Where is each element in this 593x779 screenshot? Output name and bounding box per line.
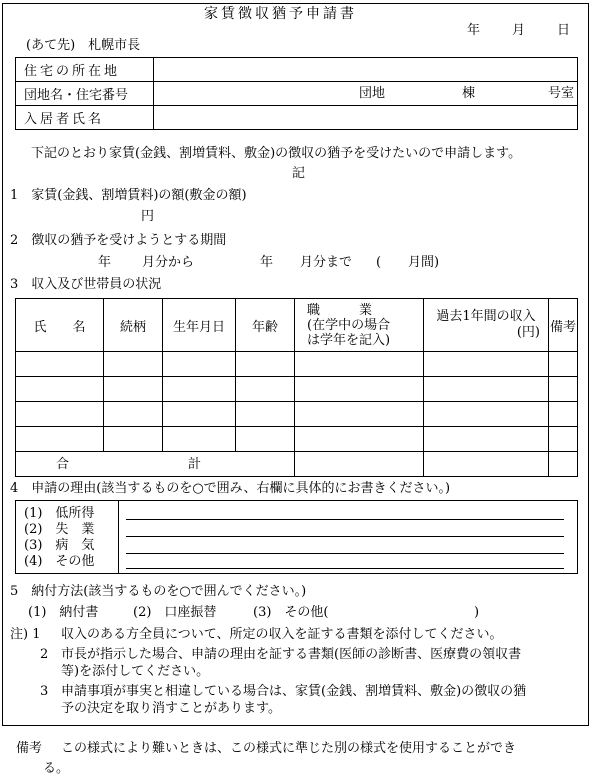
total-remarks-cell [549,452,578,477]
total-right: 計 [188,457,202,472]
table-row[interactable] [16,352,578,377]
footer-line2: る。 [43,761,70,776]
note1-text: 収入のある方全員について、所定の収入を証する書類を添付してください。 [61,627,503,642]
period-to-year: 年 [260,255,274,270]
period-months: 月間) [408,255,440,270]
total-row [16,452,578,477]
col-income-label: 過去1年間の収入 [436,309,536,324]
ki-mark: 記 [292,166,306,181]
col-remarks-label: 備考 [549,319,576,335]
payment-option-transfer[interactable]: (2) 口座振替 [133,605,217,620]
section3-heading: 3 収入及び世帯員の状況 [10,277,162,292]
complex-input[interactable] [154,82,578,106]
col-relation-header [104,299,163,352]
reason-low-income[interactable]: (1) 低所得 [24,506,95,521]
complex-unit: 団地 [359,86,386,101]
payment-other-close: ) [474,605,480,620]
section2-heading: 2 徴収の猶予を受けようとする期間 [10,233,227,248]
residence-label-cell [16,58,154,82]
payment-option-invoice[interactable]: (1) 納付書 [28,605,99,620]
col-income-header [424,299,549,352]
reason-unemployment[interactable]: (2) 失 業 [24,522,95,537]
note1-prefix: 注) 1 [10,627,41,642]
date-month: 月 [512,23,526,38]
residence-input[interactable] [154,58,578,82]
resident-name-input[interactable] [154,106,578,130]
section4-heading: 4 申請の理由(該当するものを○で囲み、右欄に具体的にお書きください。) [10,481,451,496]
table-row[interactable] [16,377,578,402]
period-from-month: 月分から [142,255,195,270]
complex-label-cell [16,82,154,106]
section1-heading: 1 家賃(金銭、割増賃料)の額(敷金の額) [10,188,247,203]
table-row[interactable] [16,427,578,452]
addressee: (あて先) 札幌市長 [26,38,141,53]
note3-line2: 予の決定を取り消すことがあります。 [61,701,281,716]
resident-label: 入居者氏名 [24,112,105,127]
section5-heading: 5 納付方法(該当するものを○で囲んでください。) [10,584,307,599]
reason-detail-line-1[interactable] [126,519,564,520]
period-to-month: 月分まで [300,255,353,270]
reason-divider [118,501,119,573]
footer-line1: この様式により難いときは、この様式に準じた別の様式を使用することができ [61,741,517,756]
reason-detail-line-2[interactable] [126,536,564,537]
reason-detail-line-3[interactable] [126,553,564,554]
note2-number: 2 [40,647,49,662]
table-row[interactable] [16,402,578,427]
room-unit: 号室 [548,86,575,101]
period-from-year: 年 [98,255,112,270]
note2-line1: 市長が指示した場合、申請の理由を証する書類(医師の診断書、医療費の領収書 [61,647,522,662]
note3-number: 3 [40,684,49,699]
residence-label: 住宅の所在地 [24,64,121,79]
complex-label: 団地名・住宅番号 [24,88,129,103]
col-occupation-label: 職 業 [307,302,373,318]
col-occupation-header [295,299,424,352]
total-occupation-cell [295,452,424,477]
intro-text: 下記のとおり家賃(金銭、割増賃料、敷金)の徴収の猶予を受けたいので申請します。 [31,146,522,161]
total-income-cell[interactable] [424,452,549,477]
date-day: 日 [557,23,571,38]
col-remarks-header [549,299,578,352]
payment-option-other[interactable]: (3) その他( [253,605,329,620]
col-birthdate-label: 生年月日 [172,319,225,335]
yen-unit: 円 [141,209,155,224]
col-occupation-note2: は学年を記入) [307,332,391,348]
total-label-cell [16,452,295,477]
form-title: 家賃徴収猶予申請書 [204,6,357,22]
col-relation-label: 続柄 [119,319,146,335]
col-birthdate-header [163,299,236,352]
resident-label-cell [16,106,154,130]
household-table [15,298,578,477]
col-age-label: 年齢 [251,319,278,335]
footer-label: 備考 [16,741,43,756]
date-year: 年 [467,23,481,38]
applicant-info-table [15,57,578,130]
building-unit: 棟 [462,86,476,101]
note3-line1: 申請事項が事実と相違している場合は、家賃(金銭、割増賃料、敷金)の徴収の猶 [61,684,527,699]
col-income-unit: (円) [516,325,540,340]
reason-illness[interactable]: (3) 病 気 [24,538,95,553]
reason-detail-line-4[interactable] [126,568,564,569]
col-occupation-note1: (在学中の場合 [307,317,391,333]
col-name-header [16,299,104,352]
total-left: 合 [56,457,70,472]
col-age-header [236,299,295,352]
col-name-label: 氏 名 [33,319,86,335]
note2-line2: 等)を添付してください。 [61,664,210,679]
period-open-paren: ( [376,255,382,270]
reason-box [15,500,578,574]
reason-other[interactable]: (4) その他 [24,554,95,569]
